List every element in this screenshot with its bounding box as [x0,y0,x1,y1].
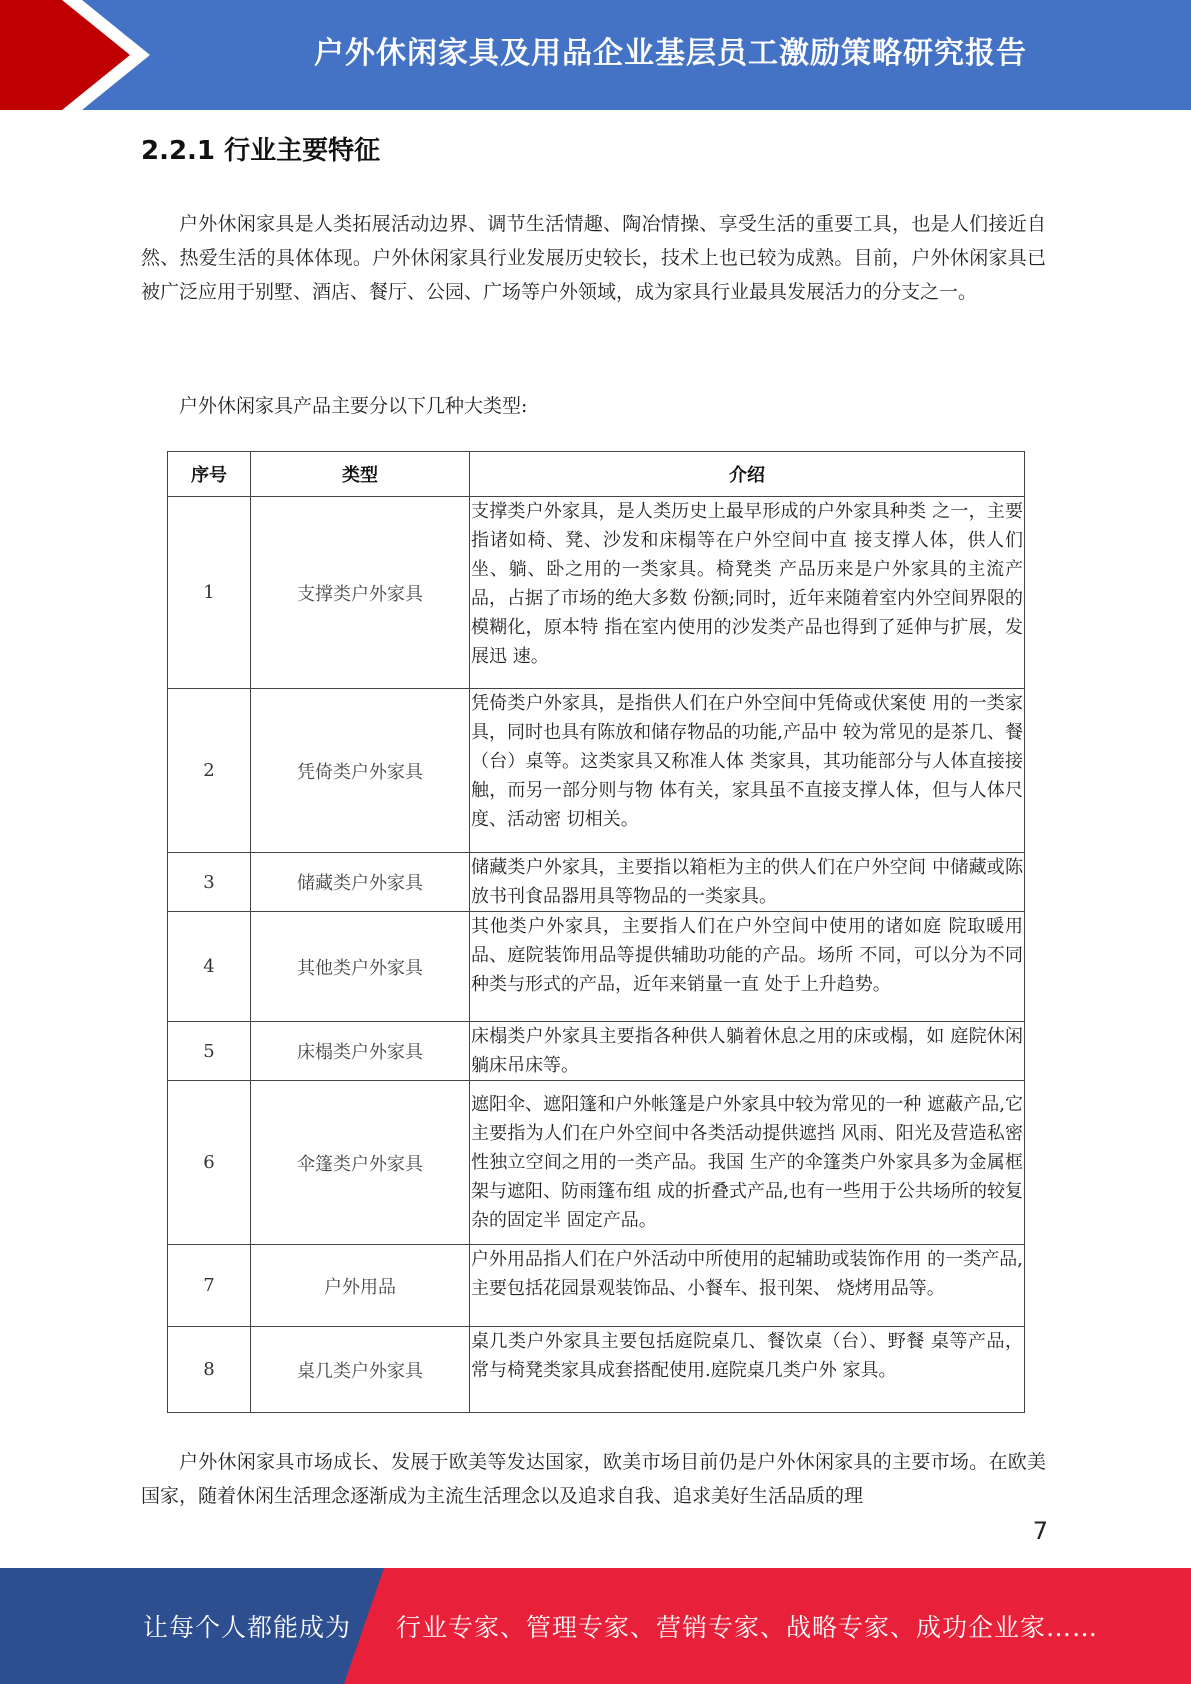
header-num: 序号 [168,452,251,497]
row-num: 6 [168,1081,251,1245]
intro-paragraph: 户外休闲家具是人类拓展活动边界、调节生活情趣、陶冶情操、享受生活的重要工具，也是人们接近自然、热爱生活的具体体现。户外休闲家具行业发展历史较长，技术上也已较为成熟。目前，户外休闲家具已被广泛应用于别墅、酒店、餐厅、公园、广场等户外领域，成为家具行业最具发展活力的分支之一。 [141,213,1046,303]
furniture-types-table [167,451,1025,1413]
market-paragraph: 户外休闲家具市场成长、发展于欧美等发达国家，欧美市场目前仍是户外休闲家具的主要市场。在欧美国家，随着休闲生活理念逐渐成为主流生活理念以及追求自我、追求美好生活品质的理 [141,1451,1046,1507]
types-lead-paragraph: 户外休闲家具产品主要分以下几种大类型: [179,395,528,417]
page-footer [0,1568,1191,1684]
row-num: 5 [168,1022,251,1081]
row-num: 7 [168,1245,251,1327]
row-type: 储藏类户外家具 [251,853,470,912]
row-desc: 户外用品指人们在户外活动中所使用的起辅助或装饰作用 的一类产品,主要包括花园景观装饰品、小餐车、报刊架、 烧烤用品等。 [470,1245,1025,1327]
table-header-row [168,452,1025,497]
table-row [168,689,1025,853]
row-num: 2 [168,689,251,853]
row-type: 户外用品 [251,1245,470,1327]
table-row [168,853,1025,912]
table-row [168,912,1025,1022]
table-row [168,1081,1025,1245]
row-desc: 遮阳伞、遮阳篷和户外帐篷是户外家具中较为常见的一种 遮蔽产品,它主要指为人们在户外空间中各类活动提供遮挡 风雨、阳光及营造私密性独立空间之用的一类产品。我国 生产的伞篷类户外家具多为金属框架与遮阳、防雨篷布组 成的折叠式产品,也有一些用于公共场所的较复杂的固定半 固定产品。 [470,1081,1025,1245]
table-row [168,1245,1025,1327]
header-type: 类型 [251,452,470,497]
row-num: 1 [168,497,251,689]
row-desc: 床榻类户外家具主要指各种供人躺着休息之用的床或榻，如 庭院休闲躺床吊床等。 [470,1022,1025,1081]
row-desc: 储藏类户外家具，主要指以箱柜为主的供人们在户外空间 中储藏或陈放书刊食品器用具等物品的一类家具。 [470,853,1025,912]
footer-slogan-left: 让每个人都能成为 [143,1613,352,1642]
header-desc: 介绍 [470,452,1025,497]
row-type: 伞篷类户外家具 [251,1081,470,1245]
row-type: 支撑类户外家具 [251,497,470,689]
row-desc: 其他类户外家具，主要指人们在户外空间中使用的诸如庭 院取暖用品、庭院装饰用品等提供辅助功能的产品。场所 不同，可以分为不同种类与形式的产品，近年来销量一直 处于上升趋势。 [470,912,1025,1022]
row-type: 桌几类户外家具 [251,1327,470,1413]
row-desc: 支撑类户外家具，是人类历史上最早形成的户外家具种类 之一，主要指诸如椅、凳、沙发和床榻等在户外空间中直 接支撑人体，供人们坐、躺、卧之用的一类家具。椅凳类 产品历来是户外家具的主流产品，占据了市场的绝大多数 份额;同时，近年来随着室内外空间界限的模糊化，原本特 指在室内使用的沙发类产品也得到了延伸与扩展，发展迅 速。 [470,497,1025,689]
table-row [168,1022,1025,1081]
table-row [168,1327,1025,1413]
row-num: 4 [168,912,251,1022]
row-desc: 凭倚类户外家具，是指供人们在户外空间中凭倚或伏案使 用的一类家具，同时也具有陈放和储存物品的功能,产品中 较为常见的是茶几、餐（台）桌等。这类家具又称准人体 类家具，其功能部分与人体直接接触，而另一部分则与物 体有关，家具虽不直接支撑人体，但与人体尺度、活动密 切相关。 [470,689,1025,853]
footer-slogan-right: 行业专家、管理专家、营销专家、战略专家、成功企业家…… [396,1613,1099,1642]
row-type: 其他类户外家具 [251,912,470,1022]
row-num: 3 [168,853,251,912]
row-type: 凭倚类户外家具 [251,689,470,853]
page-number: 7 [1032,1517,1048,1545]
row-type: 床榻类户外家具 [251,1022,470,1081]
row-num: 8 [168,1327,251,1413]
section-heading: 2.2.1 行业主要特征 [141,136,381,166]
report-title: 户外休闲家具及用品企业基层员工激励策略研究报告 [314,36,1027,71]
page-header [0,0,1191,110]
table-row [168,497,1025,689]
row-desc: 桌几类户外家具主要包括庭院桌几、餐饮桌（台）、野餐 桌等产品，常与椅凳类家具成套搭配使用.庭院桌几类户外 家具。 [470,1327,1025,1413]
